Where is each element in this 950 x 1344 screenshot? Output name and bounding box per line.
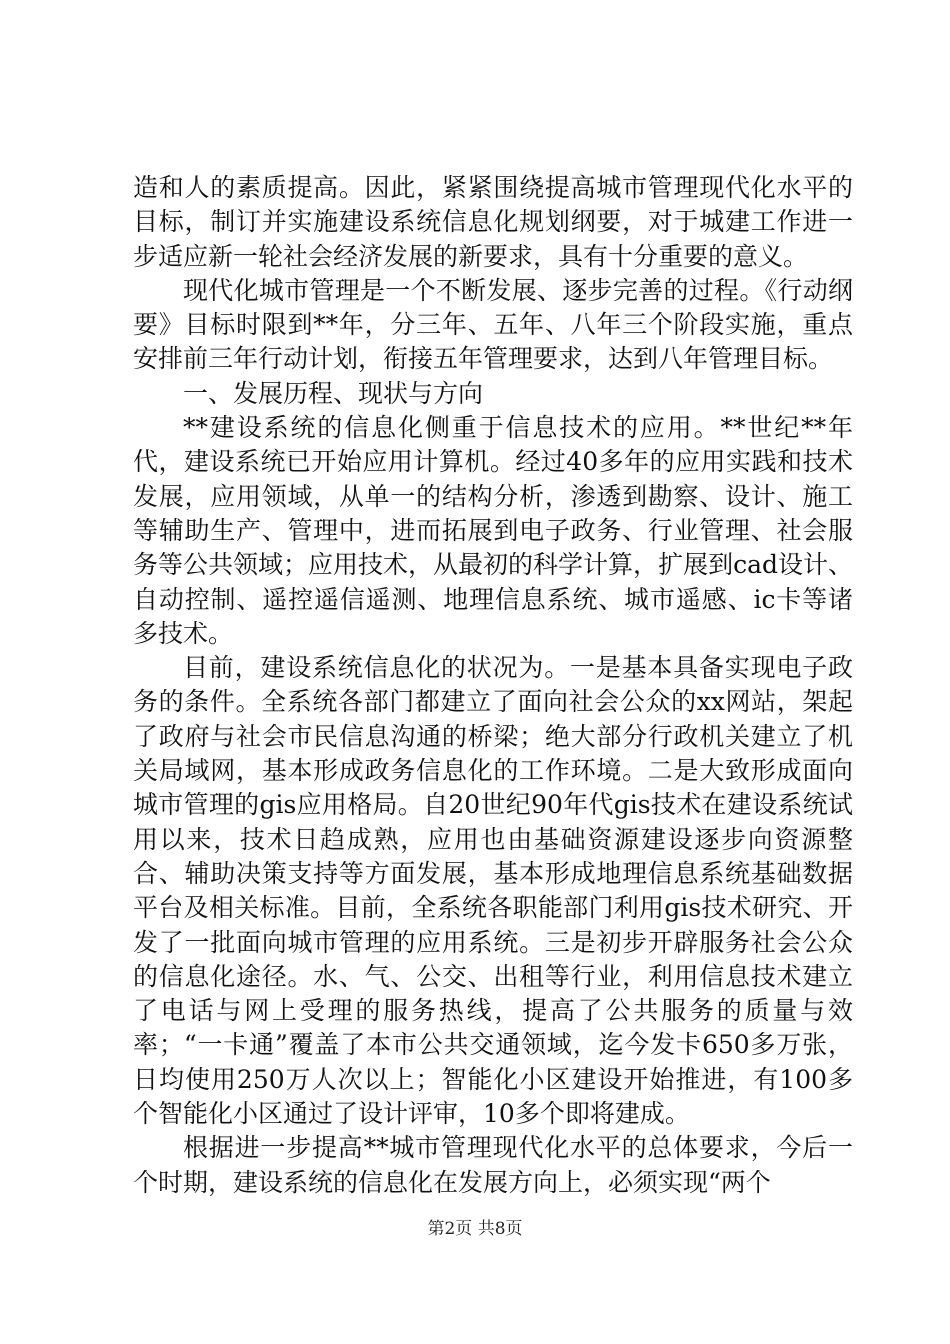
section-heading: 一、发展历程、现状与方向 xyxy=(183,378,484,408)
document-body xyxy=(133,171,853,1200)
paragraph-direction: 根据进一步提高**城市管理现代化水平的总体要求，今后一个时期，建设系统的信息化在发展方向上，必须实现“两个 xyxy=(133,1133,853,1197)
paragraph-history: **建设系统的信息化侧重于信息技术的应用。**世纪**年代，建设系统已开始应用计算机。经过40多年的应用实践和技术发展，应用领域，从单一的结构分析，渗透到勘察、设计、施工等辅助生产、管理中，进而拓展到电子政务、行业管理、社会服务等公共领域；应用技术，从最初的科学计算，扩展到cad设计、自动控制、遥控遥信遥测、地理信息系统、城市遥感、ic卡等诸多技术。 xyxy=(133,413,853,648)
paragraph-continued: 造和人的素质提高。因此，紧紧围绕提高城市管理现代化水平的目标，制订并实施建设系统信息化规划纲要，对于城建工作进一步适应新一轮社会经济发展的新要求，具有十分重要的意义。 xyxy=(133,173,853,271)
page-number-footer: 第2页 共8页 xyxy=(427,1219,523,1239)
paragraph-timeline: 现代化城市管理是一个不断发展、逐步完善的过程。《行动纲要》目标时限到**年，分三年、五年、八年三个阶段实施，重点安排前三年行动计划，衔接五年管理要求，达到八年管理目标。 xyxy=(133,275,853,374)
paragraph-status: 目前，建设系统信息化的状况为。一是基本具备实现电子政务的条件。全系统各部门都建立了面向社会公众的xx网站，架起了政府与社会市民信息沟通的桥梁；绝大部分行政机关建立了机关局域网，基本形成政务信息化的工作环境。二是大致形成面向城市管理的gis应用格局。自20世纪90年代gis技术在建设系统试用以来，技术日趋成熟，应用也由基础资源建设逐步向资源整合、辅助决策支持等方面发展，基本形成地理信息系统基础数据平台及相关标准。目前，全系统各职能部门利用gis技术研究、开发了一批面向城市管理的应用系统。三是初步开辟服务社会公众的信息化途径。水、气、公交、出租等行业，利用信息技术建立了电话与网上受理的服务热线，提高了公共服务的质量与效率；“一卡通”覆盖了本市公共交通领域，迄今发卡650多万张，日均使用250万人次以上；智能化小区建设开始推进，有100多个智能化小区通过了设计评审，10多个即将建成。 xyxy=(133,653,853,1129)
